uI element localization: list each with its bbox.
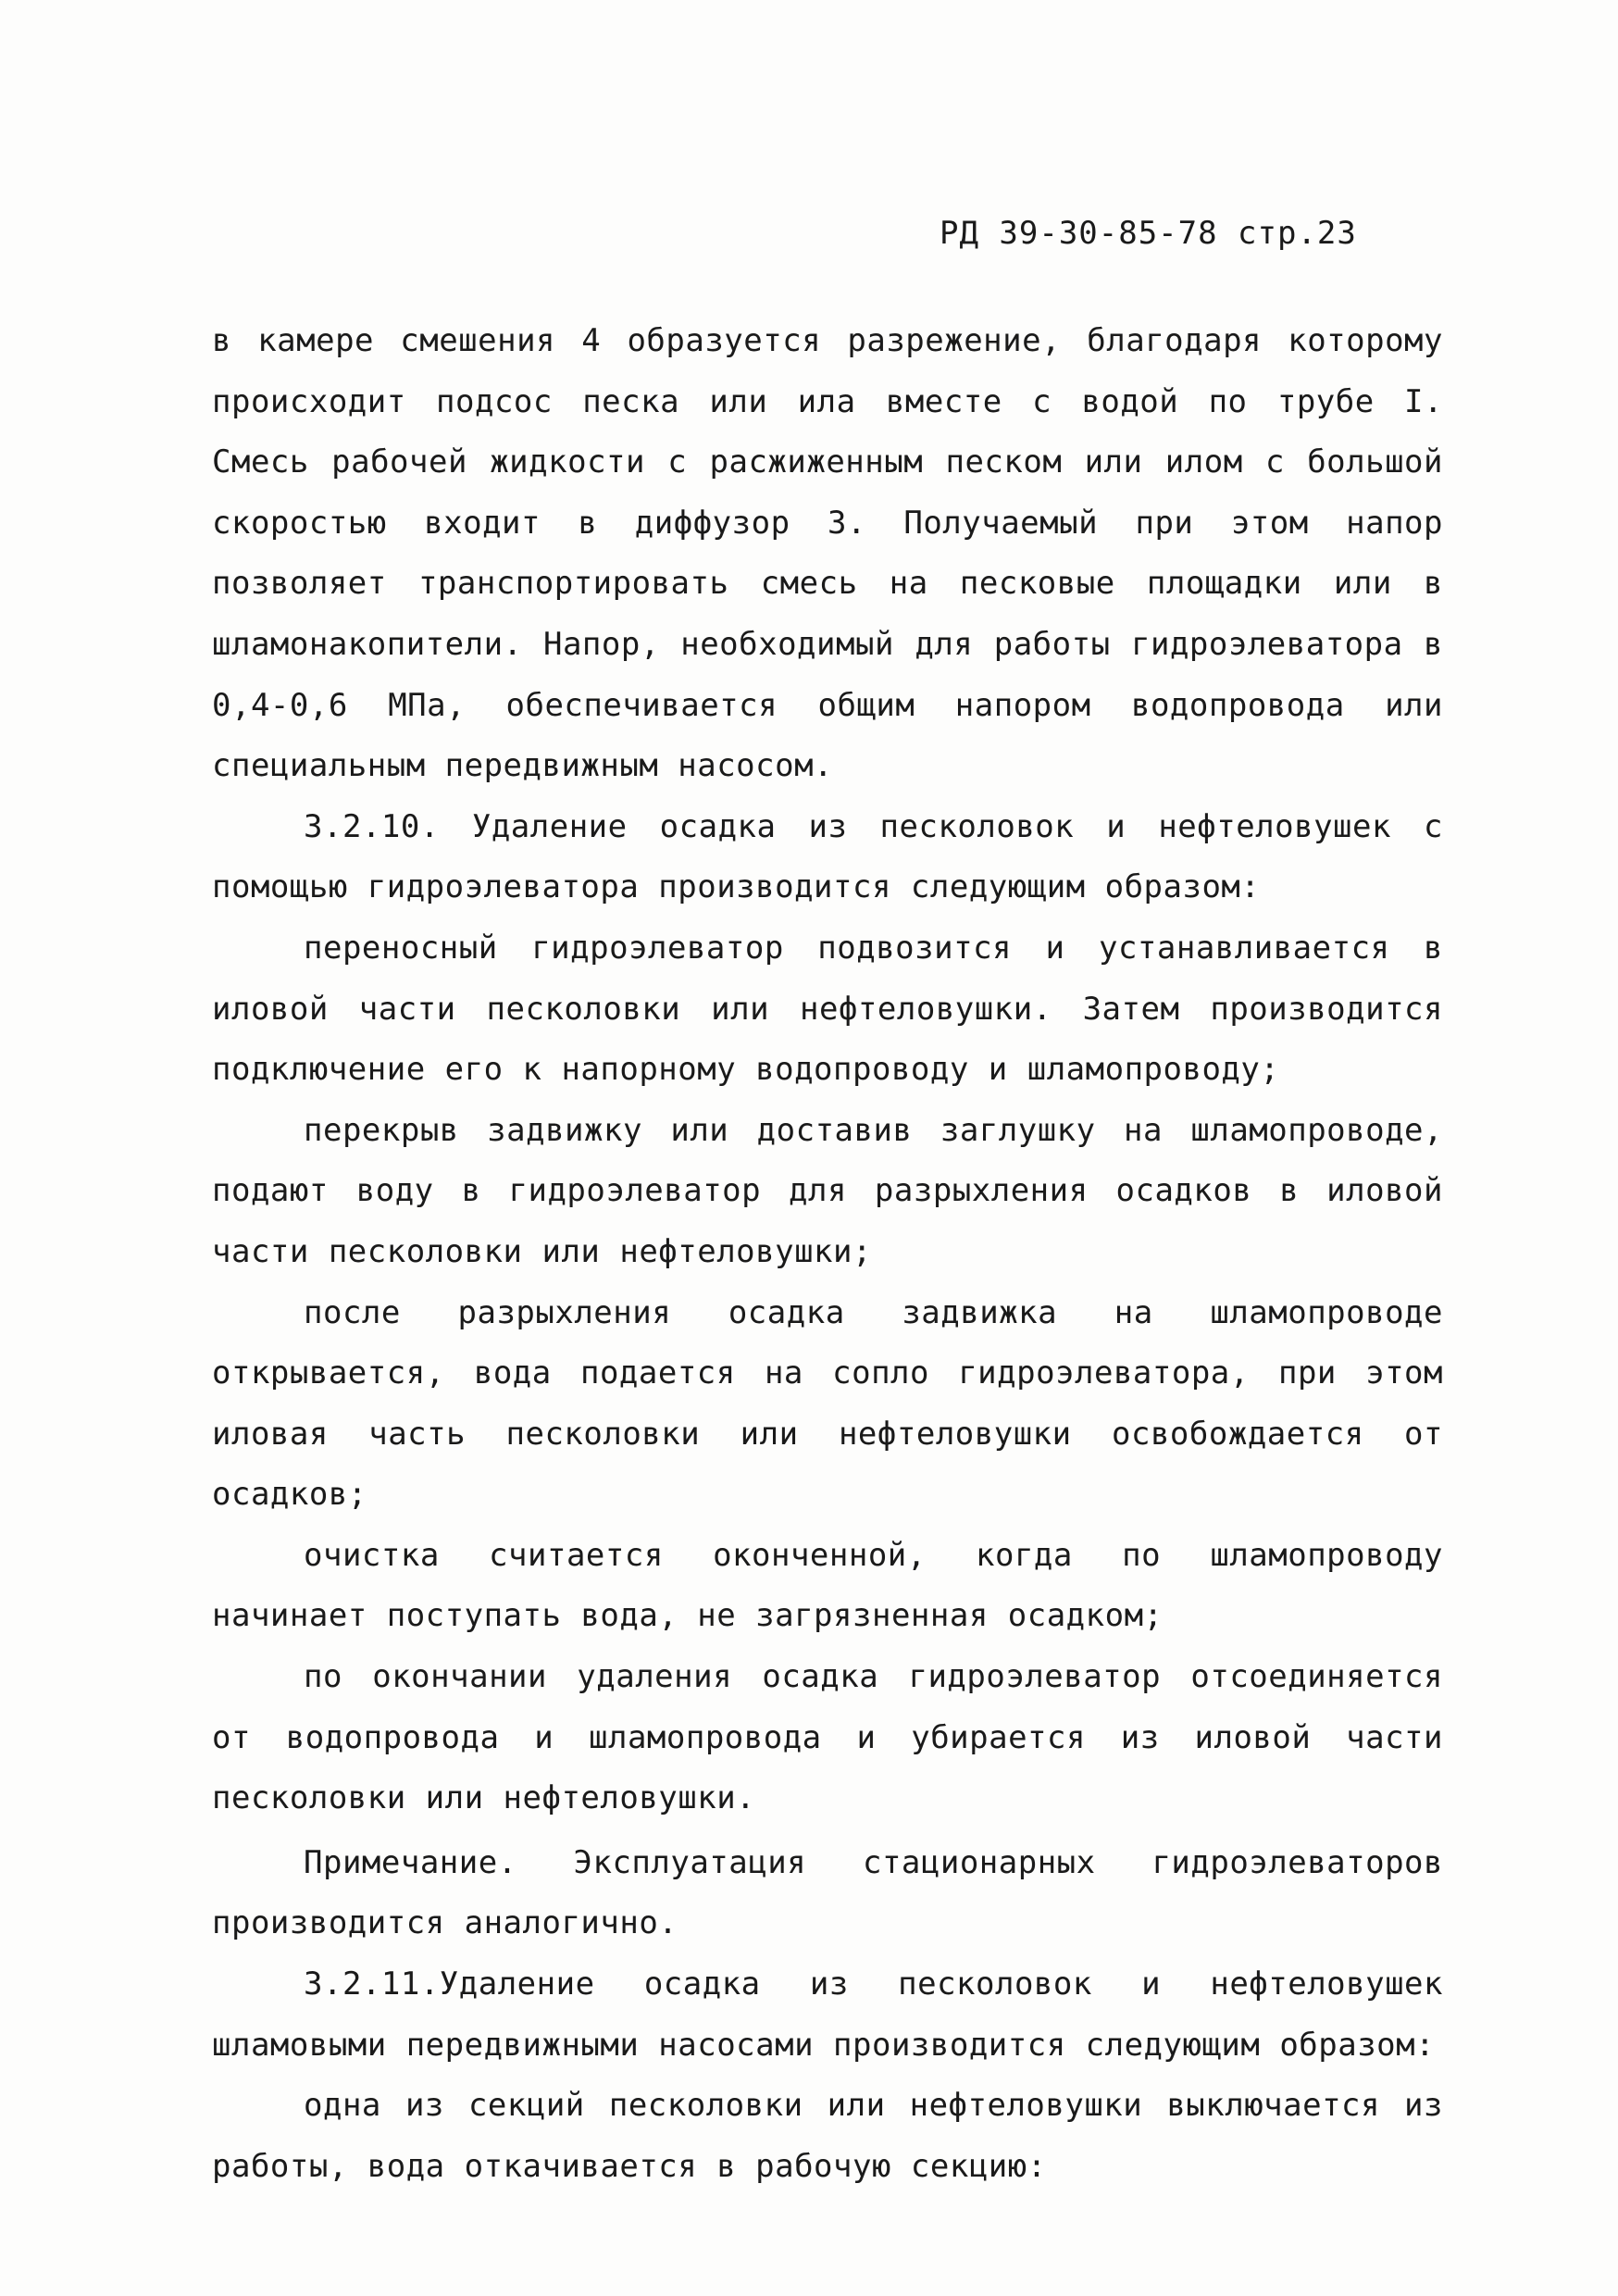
note: Примечание. Эксплуатация стационарных гидроэлеваторов производится аналогично. [212, 1843, 1443, 1942]
document-body [212, 311, 1443, 2197]
paragraph-continuation: в камере смешения 4 образуется разрежение, благодаря которому происходит подсос песка или ила вместе с водой по трубе I. Смесь рабочей жидкости с расжиженным песком или илом с большой скоростью входит в диффузор 3. Получаемый при этом напор позволяет транспортировать смесь на песковые площадки или в шламонакопители. Напор, необходимый для работы гидроэлеватора в 0,4-0,6 МПа, обеспечивается общим напором водопровода или специальным передвижным насосом. [212, 322, 1443, 785]
list-item: перекрыв задвижку или доставив заглушку на шламопроводе, подают воду в гидроэлеватор для разрыхления осадков в иловой части песколовки или нефтеловушки; [212, 1111, 1443, 1270]
list-item: после разрыхления осадка задвижка на шламопроводе открывается, вода подается на сопло гидроэлеватора, при этом иловая часть песколовки или нефтеловушки освобождается от осадков; [212, 1293, 1443, 1514]
section-3-2-10: 3.2.10. Удаление осадка из песколовок и нефтеловушек с помощью гидроэлеватора производится следующим образом: [212, 807, 1443, 906]
list-item: по окончании удаления осадка гидроэлеватор отсоединяется от водопровода и шламопровода и убирается из иловой части песколовки или нефтеловушки. [212, 1658, 1443, 1817]
list-item: очистка считается оконченной, когда по шламопроводу начинает поступать вода, не загрязненная осадком; [212, 1536, 1443, 1635]
page-header: РД 39-30-85-78 стр.23 [940, 215, 1357, 252]
list-item: переносный гидроэлеватор подвозится и устанавливается в иловой части песколовки или нефтеловушки. Затем производится подключение его к напорному водопроводу и шламопроводу; [212, 929, 1443, 1089]
list-item: одна из секций песколовки или нефтеловушки выключается из работы, вода откачивается в рабочую секцию: [212, 2087, 1443, 2185]
section-3-2-11: 3.2.11.Удаление осадка из песколовок и нефтеловушек шламовыми передвижными насосами производится следующим образом: [212, 1965, 1443, 2064]
